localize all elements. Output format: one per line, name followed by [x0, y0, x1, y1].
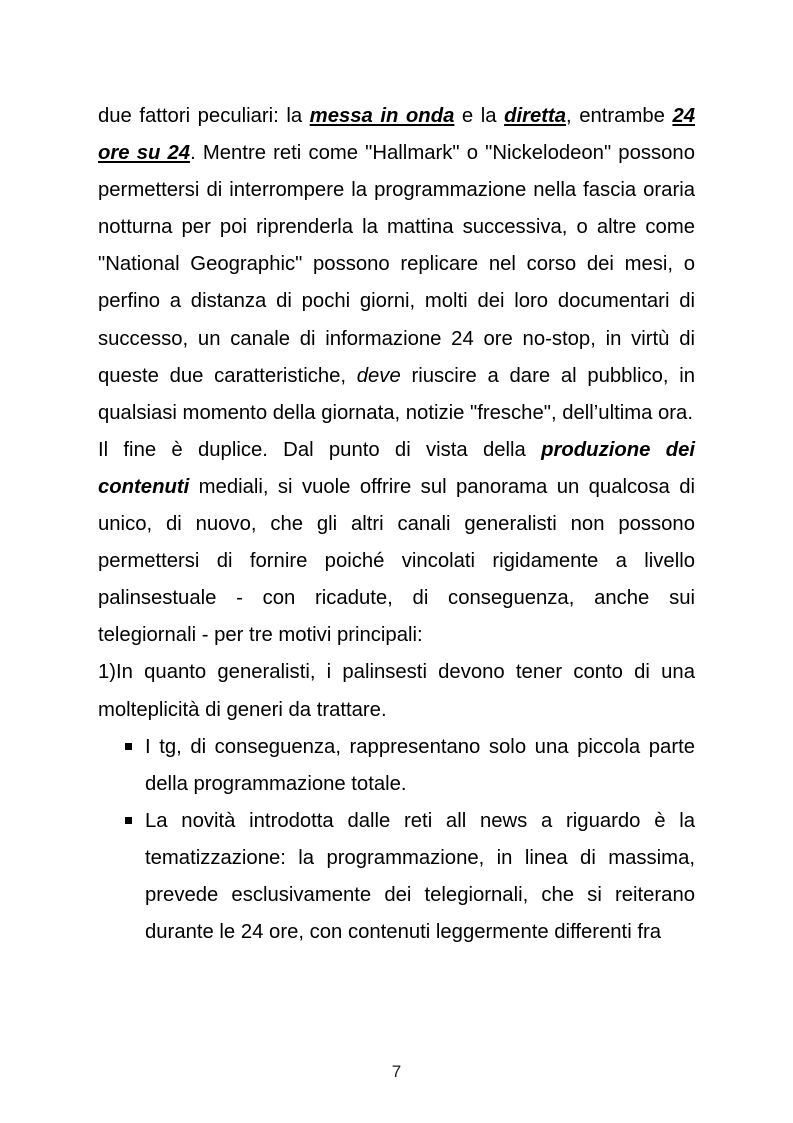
emphasis-messa-in-onda: messa in onda	[309, 105, 455, 127]
text: . Mentre reti come "Hallmark" o "Nickelodeon" possono permettersi di interrompere la programmazione nella fascia oraria notturna per poi riprenderla la mattina successiva, o altre come "National Geographic" possono replicare nel corso dei mesi, o perfino a distanza di pochi giorni, molti dei loro documentari di successo, un canale di informazione 24 ore no-stop, in virtù di queste due caratteristiche,	[98, 142, 695, 387]
square-bullet-icon	[125, 743, 132, 750]
text: riuscire a dare al pubblico, in qualsiasi momento della giornata, notizie "fresche", dell’ultima ora.	[98, 364, 695, 424]
list-item-text: La novità introdotta dalle reti all news a riguardo è la tematizzazione: la programmazione, in linea di massima, prevede esclusivamente dei telegiornali, che si reiterano durante le 24 ore, con contenuti leggermente differenti fra	[145, 809, 695, 944]
text: , entrambe	[566, 105, 673, 127]
bullet-list	[98, 729, 695, 952]
emphasis-deve: deve	[356, 364, 401, 387]
text: mediali, si vuole offrire sul panorama un qualcosa di unico, di nuovo, che gli altri canali generalisti non possono permettersi di fornire poiché vincolati rigidamente a livello palinsestuale - con ricadute, di conseguenza, anche sui telegiornali - per tre motivi principali:	[98, 475, 695, 647]
list-item	[98, 803, 695, 951]
paragraph-1	[98, 98, 695, 432]
list-item	[98, 729, 695, 803]
list-item-text: I tg, di conseguenza, rappresentano solo una piccola parte della programmazione totale.	[145, 735, 695, 795]
square-bullet-icon	[125, 817, 132, 824]
paragraph-3: 1)In quanto generalisti, i palinsesti devono tener conto di una molteplicità di generi da trattare.	[98, 661, 695, 721]
text: Il fine è duplice. Dal punto di vista della	[98, 438, 542, 461]
page-body	[98, 98, 695, 951]
page-number: 7	[391, 1062, 402, 1081]
text: e la	[454, 105, 505, 127]
emphasis-produzione-contenuti: produzione dei contenuti	[98, 438, 695, 498]
emphasis-24-ore: 24 ore su 24	[98, 105, 695, 165]
emphasis-diretta: diretta	[504, 105, 567, 127]
paragraph-2	[98, 432, 695, 655]
text: due fattori peculiari: la	[98, 105, 310, 127]
